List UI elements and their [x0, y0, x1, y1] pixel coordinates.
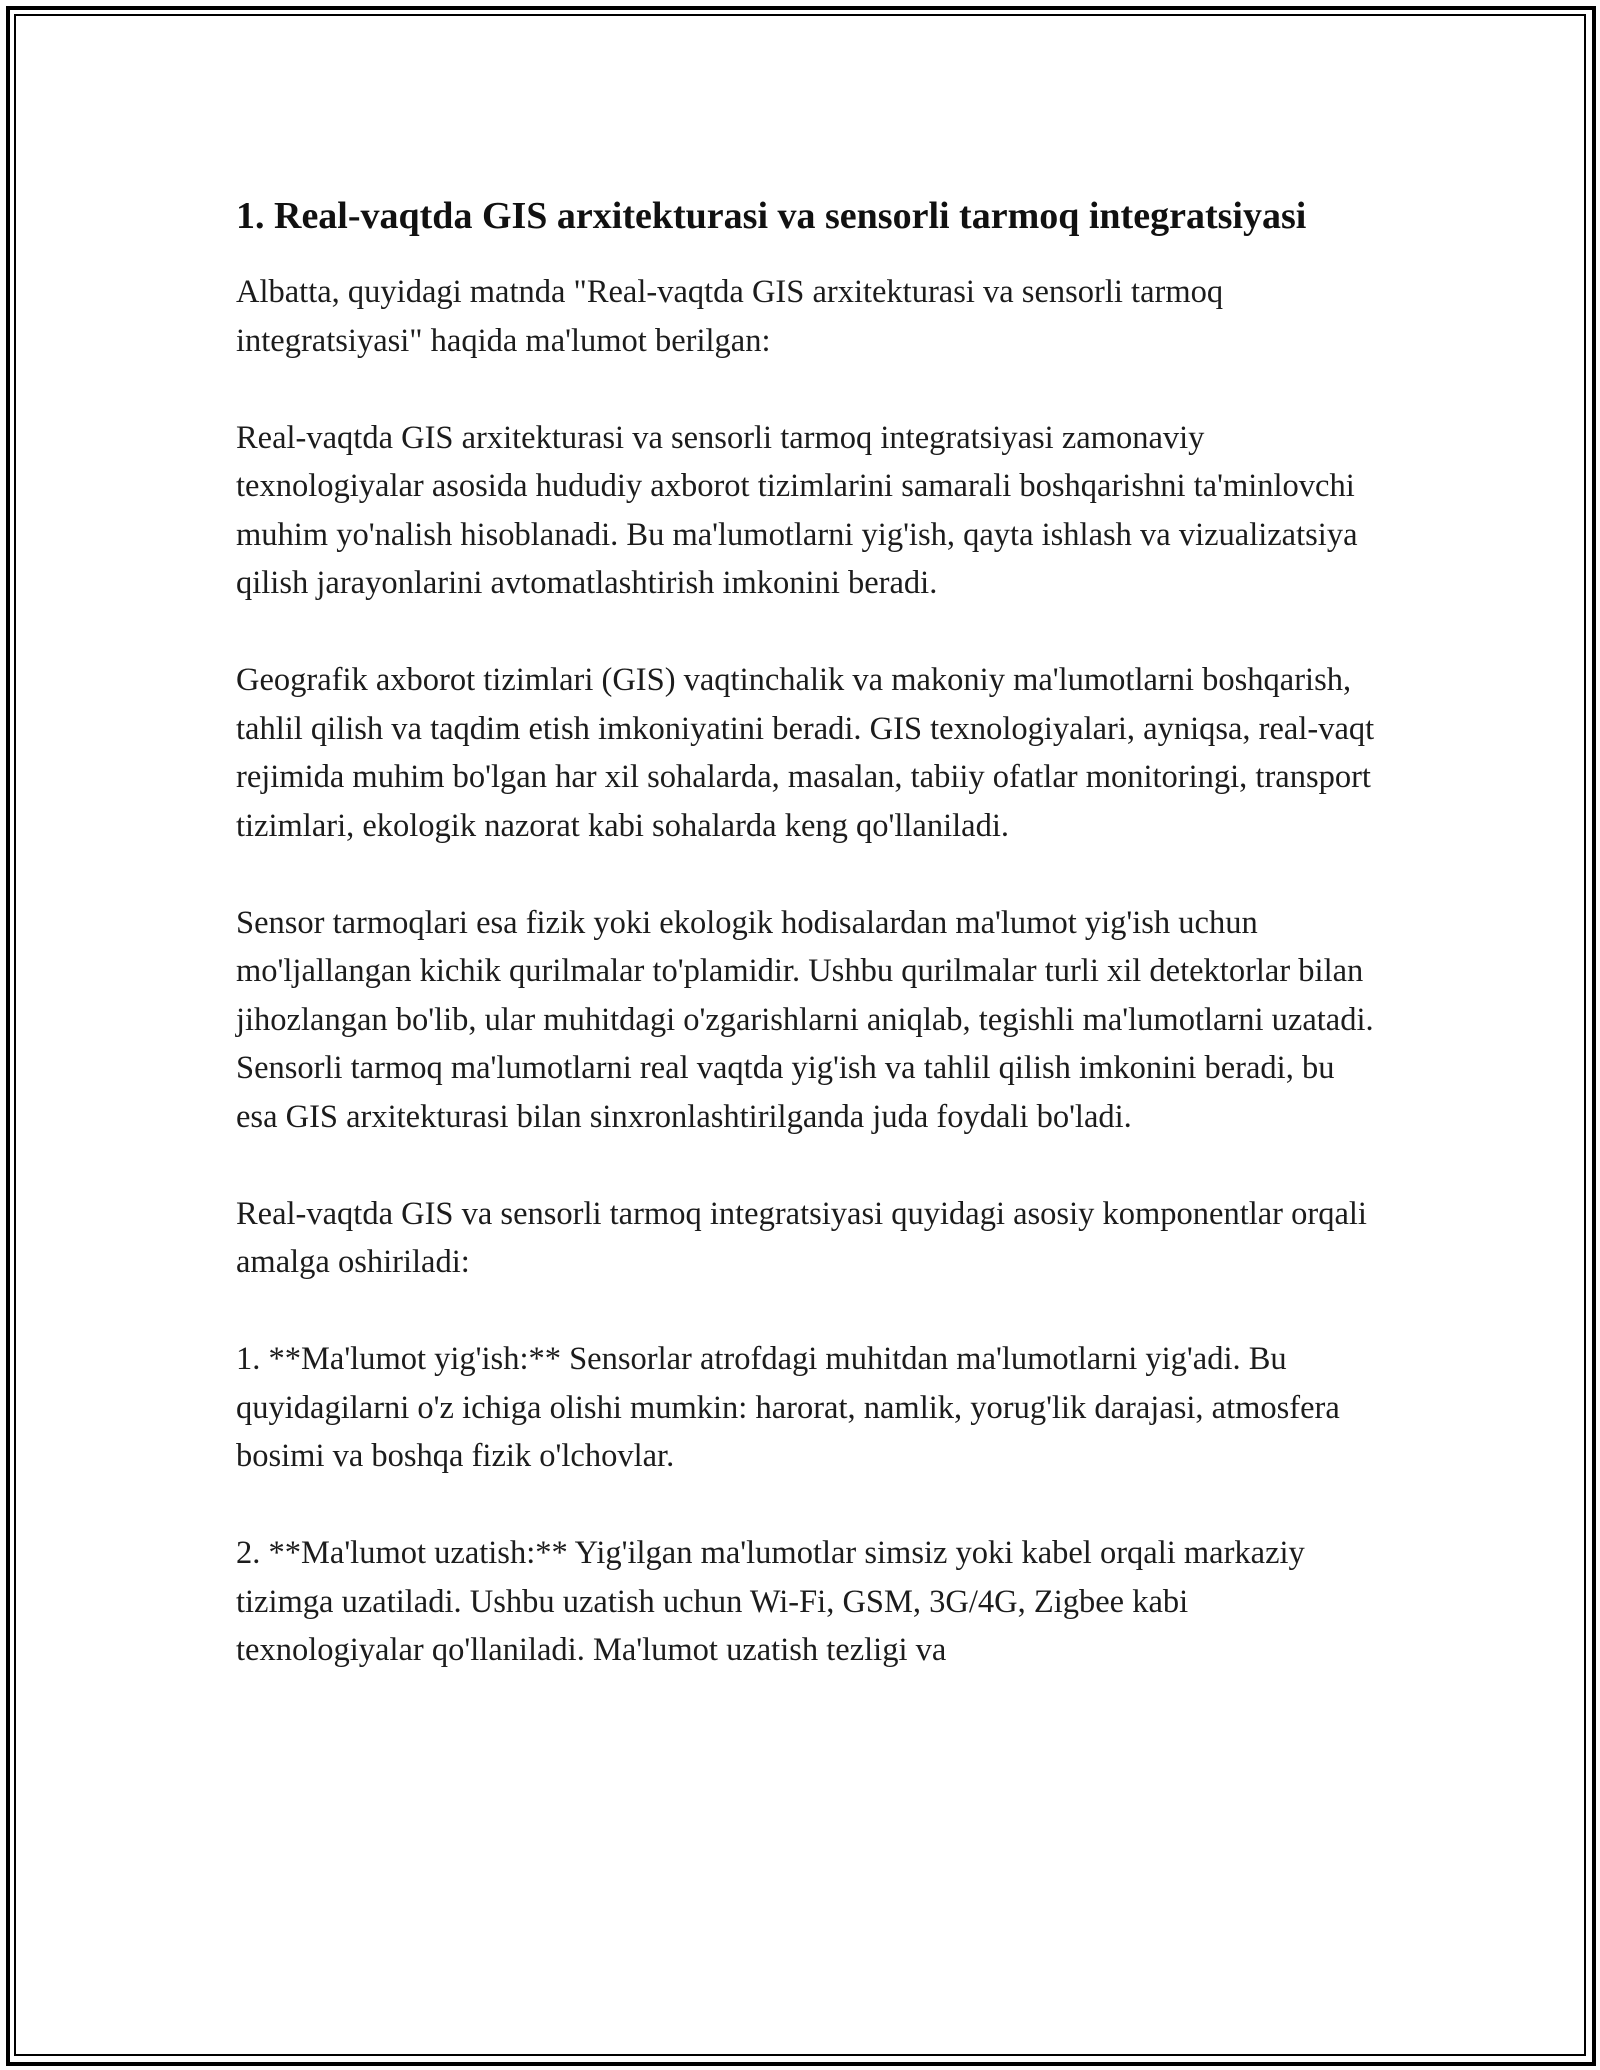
document-body	[236, 188, 1376, 1675]
paragraph-components-intro: Real-vaqtda GIS va sensorli tarmoq integratsiyasi quyidagi asosiy komponentlar orqali amalga oshiriladi:	[236, 1195, 1367, 1280]
paragraph-intro: Albatta, quyidagi matnda "Real-vaqtda GIS arxitekturasi va sensorli tarmoq integratsiyasi" haqida ma'lumot berilgan:	[236, 274, 1224, 359]
document-title: 1. Real-vaqtda GIS arxitekturasi va sensorli tarmoq integratsiyasi	[236, 195, 1307, 237]
paragraph-overview: Real-vaqtda GIS arxitekturasi va sensorli tarmoq integratsiyasi zamonaviy texnologiyalar asosida hududiy axborot tizimlarini samarali boshqarishni ta'minlovchi muhim yo'nalish hisoblanadi. Bu ma'lumotlarni yig'ish, qayta ishlash va vizualizatsiya qilish jarayonlarini avtomatlashtirish imkonini beradi.	[236, 419, 1358, 601]
paragraph-gis: Geografik axborot tizimlari (GIS) vaqtinchalik va makoniy ma'lumotlarni boshqarish, tahlil qilish va taqdim etish imkoniyatini beradi. GIS texnologiyalari, ayniqsa, real-vaqt rejimida muhim bo'lgan har xil sohalarda, masalan, tabiiy ofatlar monitoringi, transport tizimlari, ekologik nazorat kabi sohalarda keng qo'llaniladi.	[236, 662, 1375, 844]
paragraph-sensor-networks: Sensor tarmoqlari esa fizik yoki ekologik hodisalardan ma'lumot yig'ish uchun mo'ljallangan kichik qurilmalar to'plamidir. Ushbu qurilmalar turli xil detektorlar bilan jihozlangan bo'lib, ular muhitdagi o'zgarishlarni aniqlab, tegishli ma'lumotlarni uzatadi. Sensorli tarmoq ma'lumotlarni real vaqtda yig'ish va tahlil qilish imkonini beradi, bu esa GIS arxitekturasi bilan sinxronlashtirilganda juda foydali bo'ladi.	[236, 904, 1374, 1135]
list-item-data-transmission: 2. **Ma'lumot uzatish:** Yig'ilgan ma'lumotlar simsiz yoki kabel orqali markaziy tizimga uzatiladi. Ushbu uzatish uchun Wi-Fi, GSM, 3G/4G, Zigbee kabi texnologiyalar qo'llaniladi. Ma'lumot uzatish tezligi va	[236, 1535, 1305, 1668]
list-item-data-collection: 1. **Ma'lumot yig'ish:** Sensorlar atrofdagi muhitdan ma'lumotlarni yig'adi. Bu quyidagilarni o'z ichiga olishi mumkin: harorat, namlik, yorug'lik darajasi, atmosfera bosimi va boshqa fizik o'lchovlar.	[236, 1341, 1340, 1474]
